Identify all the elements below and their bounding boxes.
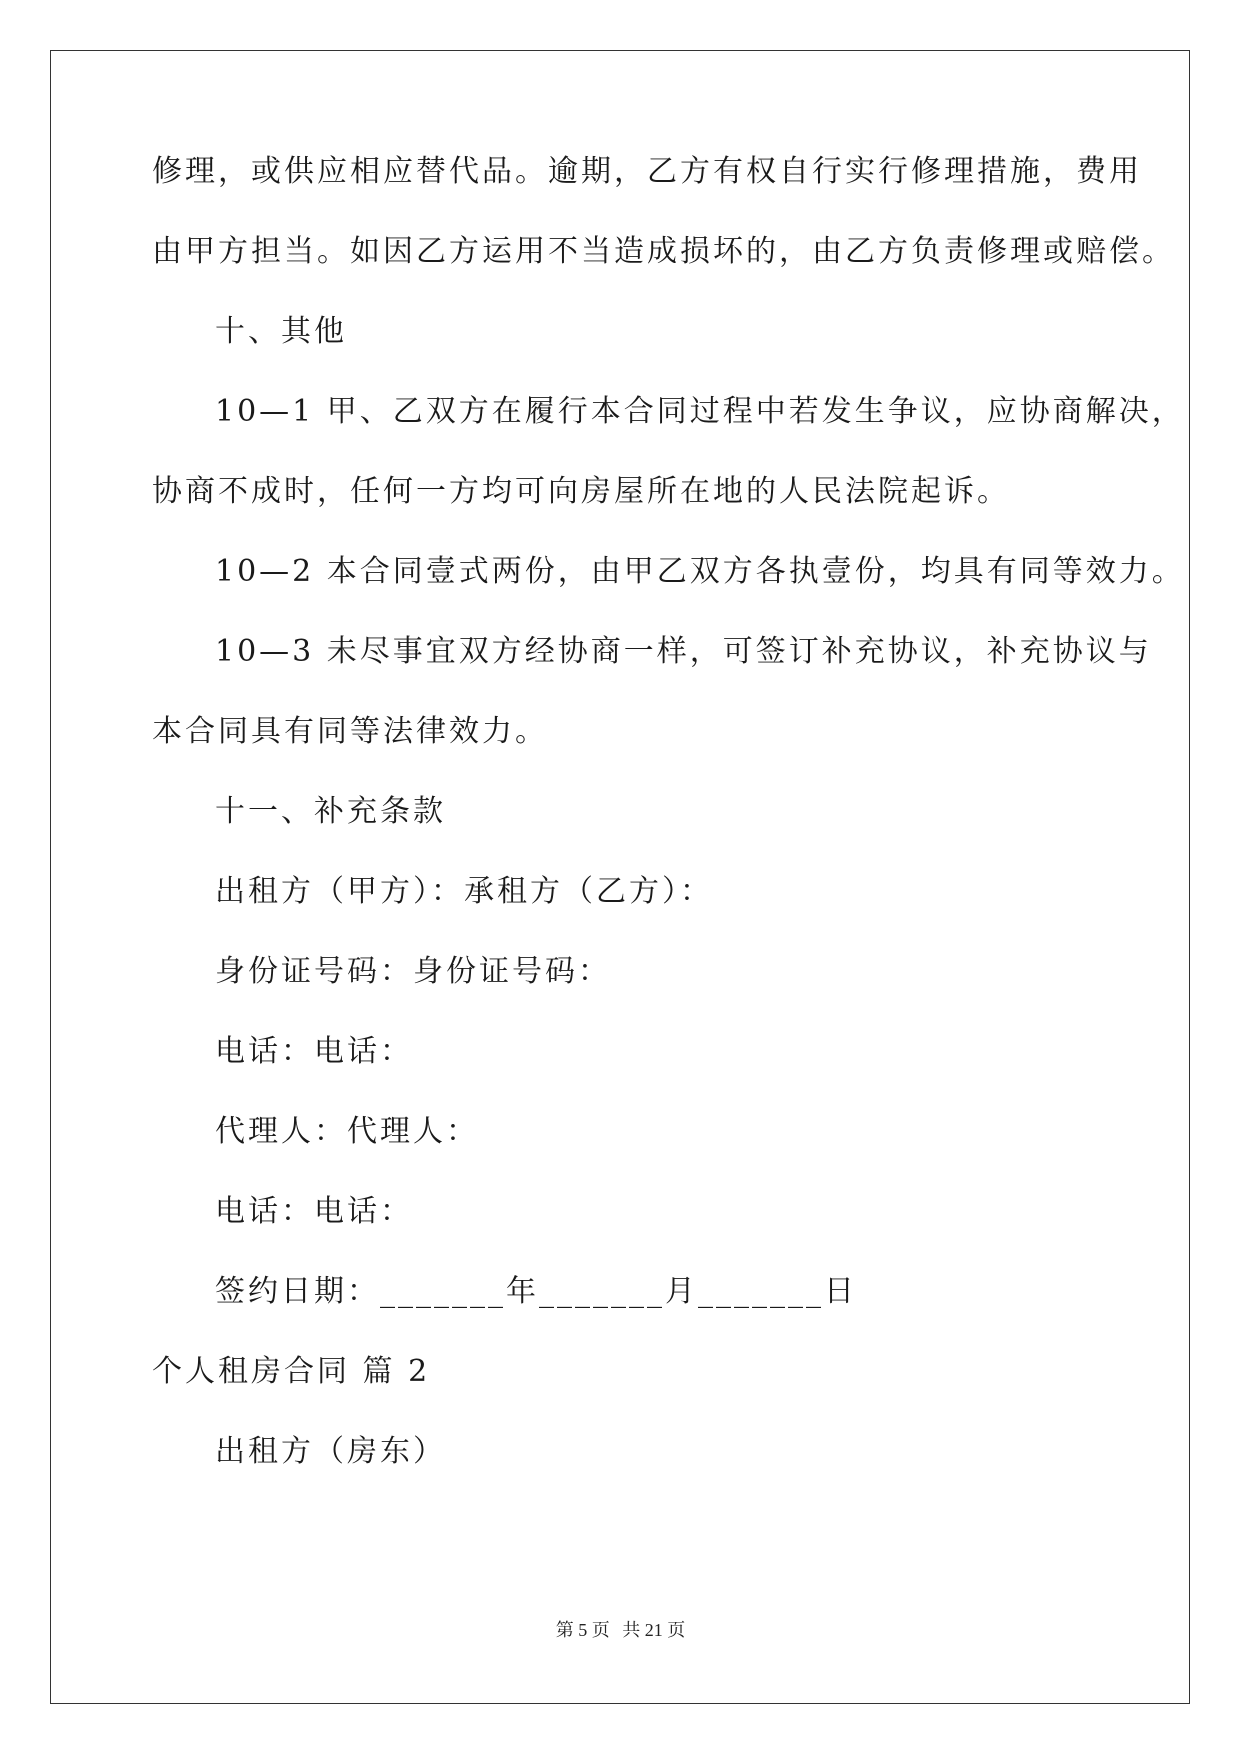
signature-parties: 出租方（甲方）：承租方（乙方）： <box>215 874 713 909</box>
signature-phones: 电话：电话： <box>215 1034 413 1069</box>
contract-title-part-2: 个人租房合同 篇 2 <box>152 1354 431 1389</box>
body-line-1: 修理，或供应相应替代品。逾期，乙方有权自行实行修理措施，费用 <box>152 154 1142 189</box>
signature-agents: 代理人：代理人： <box>215 1114 479 1149</box>
signature-agent-phones: 电话：电话： <box>215 1194 413 1229</box>
signature-id-numbers: 身份证号码：身份证号码： <box>215 954 611 989</box>
body-line-2: 由甲方担当。如因乙方运用不当造成损坏的，由乙方负责修理或赔偿。 <box>152 234 1175 269</box>
lessor-label: 出租方（房东） <box>215 1434 446 1469</box>
clause-10-3-cont: 本合同具有同等法律效力。 <box>152 714 548 749</box>
clause-10-1: 10—1 甲、乙双方在履行本合同过程中若发生争议，应协商解决， <box>215 394 1185 429</box>
section-heading-other: 十、其他 <box>215 314 347 349</box>
clause-10-2: 10—2 本合同壹式两份，由甲乙双方各执壹份，均具有同等效力。 <box>215 554 1185 589</box>
signing-date: 签约日期：_______年_______月_______日 <box>215 1274 857 1309</box>
page-number: 第 5 页 <box>555 1620 610 1640</box>
clause-10-3: 10—3 未尽事宜双方经协商一样，可签订补充协议，补充协议与 <box>215 634 1152 669</box>
total-pages: 共 21 页 <box>622 1620 686 1640</box>
page-footer <box>0 1618 1241 1642</box>
clause-10-1-cont: 协商不成时，任何一方均可向房屋所在地的人民法院起诉。 <box>152 474 1010 509</box>
section-heading-supplementary: 十一、补充条款 <box>215 794 446 829</box>
